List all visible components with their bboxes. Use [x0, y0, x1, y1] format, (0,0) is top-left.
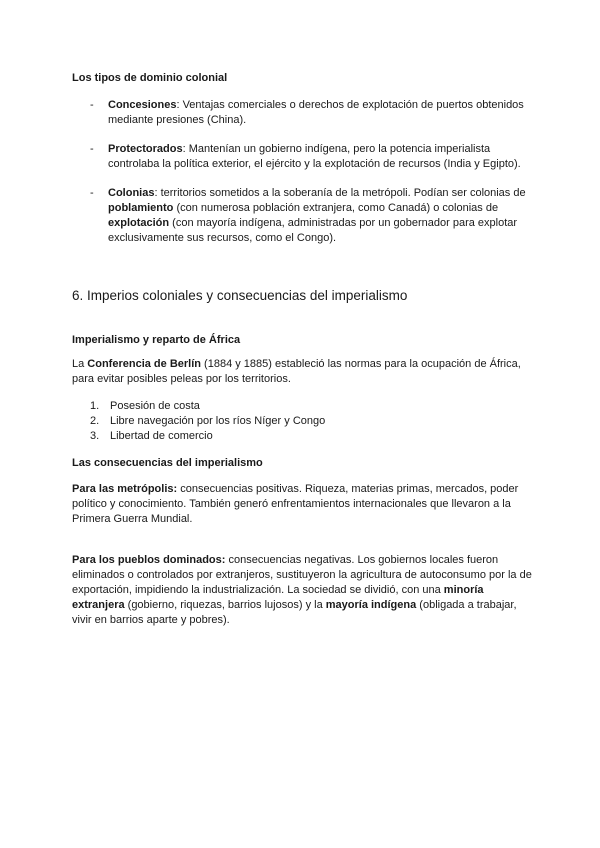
list-number: 1. [90, 400, 100, 412]
term-mayoria-indigena: mayoría indígena [325, 599, 417, 611]
heading-imperios-coloniales: 6. Imperios coloniales y consecuencias del imperialismo [72, 288, 408, 303]
bullet-text [108, 142, 532, 172]
term-metropolis: Para las metrópolis: [72, 483, 178, 495]
list-number: 2. [90, 415, 100, 427]
term-pueblos-dominados: Para los pueblos dominados: [72, 554, 226, 566]
desc-concesiones: : Ventajas comerciales o derechos de explotación de puertos obtenidos mediante presiones (China). [108, 99, 524, 126]
heading-consecuencias: Las consecuencias del imperialismo [72, 457, 263, 469]
text-run: consecuencias negativas. Los gobiernos locales fueron eliminados o controlados por extranjeros, sustituyeron la agricultura de autoconsumo por la de exportación, impidiendo la industrialización. La sociedad se dividió, con una [72, 554, 532, 596]
desc-colonias-1: : territorios sometidos a la soberanía de la metrópoli. Podían ser colonias de [154, 187, 526, 199]
paragraph-pueblos-dominados [72, 553, 532, 628]
bullet-text [108, 98, 532, 128]
list-number: 3. [90, 430, 100, 442]
desc-protectorados: : Mantenían un gobierno indígena, pero la potencia imperialista controlaba la política exterior, el ejército y la explotación de recursos (India y Egipto). [108, 143, 521, 170]
list-label: Libre navegación por los ríos Níger y Congo [110, 415, 326, 427]
bullet-text [108, 186, 532, 246]
bullet-concesiones [72, 98, 532, 128]
heading-reparto-africa: Imperialismo y reparto de África [72, 334, 241, 346]
bullet-colonias [72, 186, 532, 246]
term-explotacion: explotación [108, 217, 170, 229]
desc-colonias-3: (con mayoría indígena, administradas por un gobernador para explotar exclusivamente sus recursos, como el Congo). [108, 217, 518, 244]
bullet-dash: - [90, 99, 94, 111]
term-conferencia-berlin: Conferencia de Berlín [87, 358, 201, 370]
term-colonias: Colonias [108, 187, 155, 199]
list-item [72, 414, 532, 429]
list-label: Libertad de comercio [110, 430, 213, 442]
text-run: La [72, 358, 88, 370]
desc-colonias-2: (con numerosa población extranjera, como Canadá) o colonias de [173, 202, 499, 214]
heading-tipos-dominio: Los tipos de dominio colonial [72, 72, 228, 84]
list-item [72, 429, 532, 444]
list-item [72, 399, 532, 414]
paragraph-conferencia-berlin [72, 357, 532, 387]
term-concesiones: Concesiones [108, 99, 177, 111]
term-protectorados: Protectorados [108, 143, 183, 155]
numbered-list [72, 399, 532, 444]
list-label: Posesión de costa [110, 400, 200, 412]
paragraph-metropolis [72, 482, 532, 527]
term-minoria-extranjera: minoría extranjera [72, 584, 484, 611]
text-run: (1884 y 1885) estableció las normas para la ocupación de África, para evitar posibles peleas por los territorios. [72, 358, 521, 385]
bullet-dash: - [90, 187, 94, 199]
text-run: consecuencias positivas. Riqueza, materias primas, mercados, poder político y conocimiento. También generó enfrentamientos internacionales que llevaron a la Primera Guerra Mundial. [72, 483, 519, 525]
term-poblamiento: poblamiento [108, 202, 174, 214]
text-run: (gobierno, riquezas, barrios lujosos) y la [124, 599, 326, 611]
text-run: (obligada a trabajar, vivir en barrios aparte y pobres). [72, 599, 517, 626]
bullet-protectorados [72, 142, 532, 172]
bullet-dash: - [90, 143, 94, 155]
